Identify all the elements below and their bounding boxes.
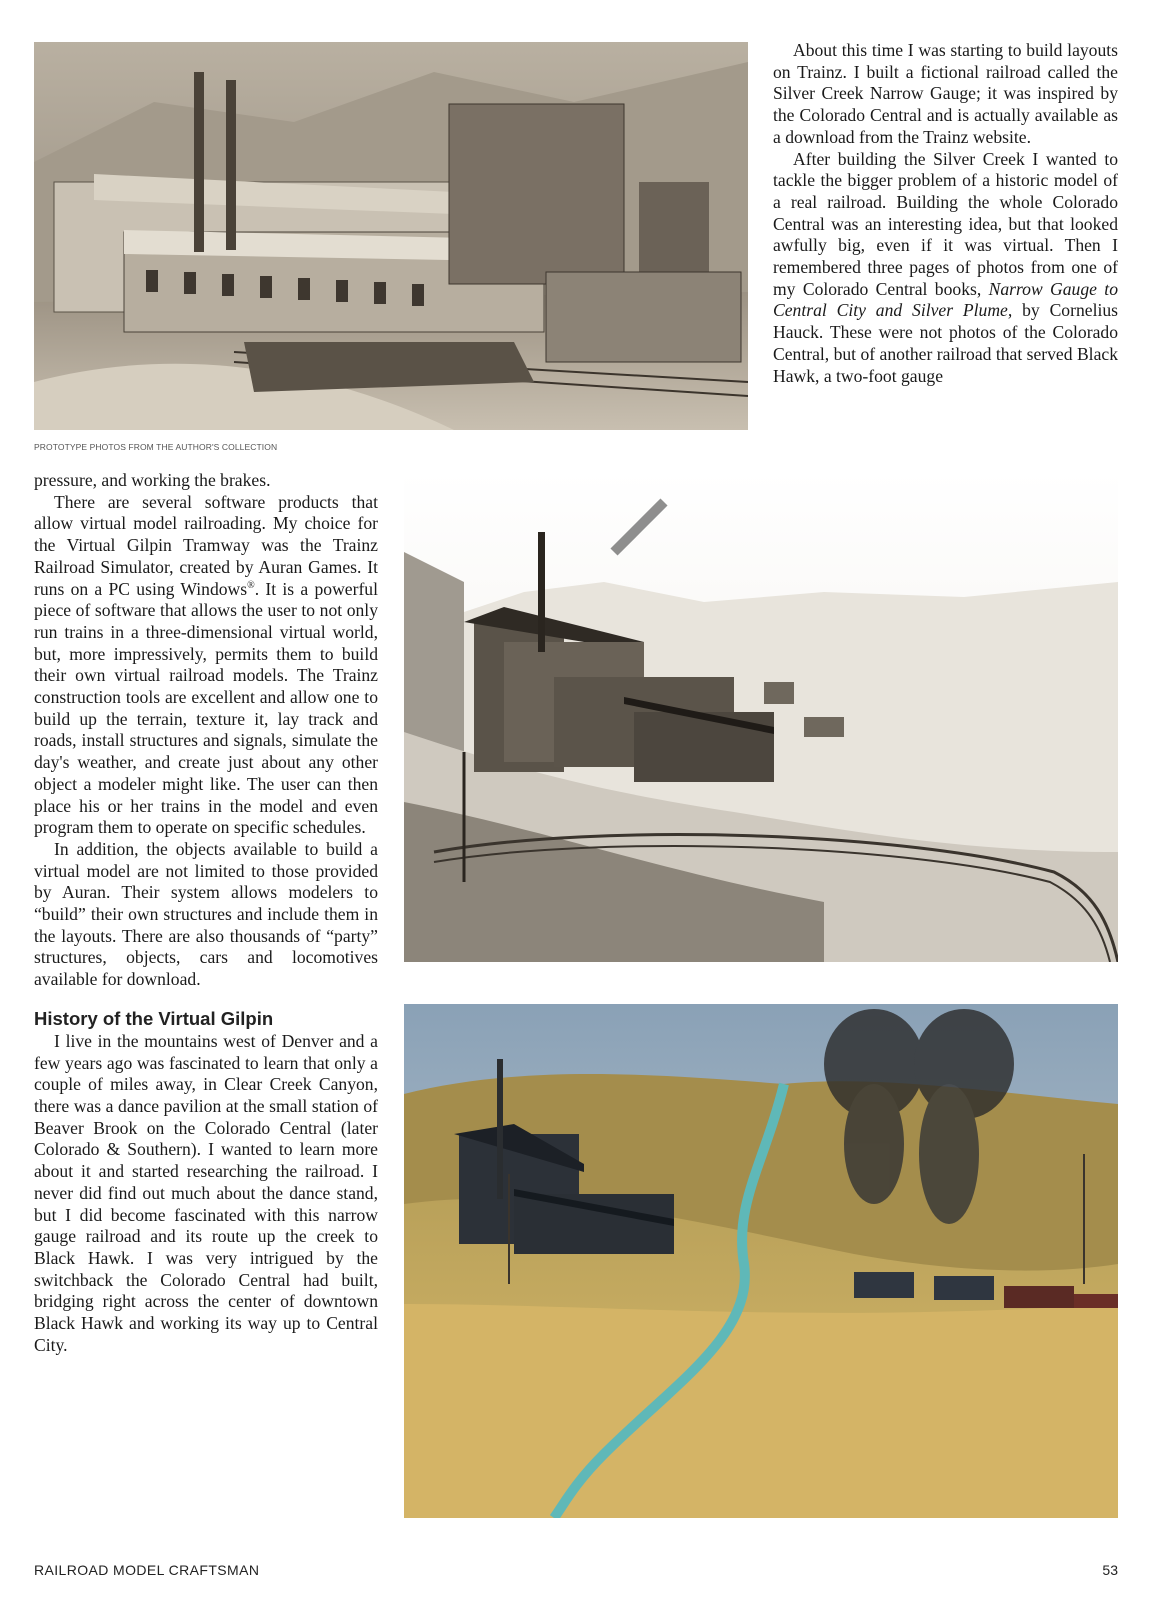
paragraph: In addition, the objects available to build a virtual model are not limited to those provided by Auran. Their system allows modelers to “build” their own structures and include them in the layouts. There are also thousands of “party” structures, objects, cars and locomotives available for download. <box>34 838 378 990</box>
text-run: There are several software products that allow virtual model railroading. My choice for the Virtual Gilpin Tramway was the Trainz Railroad Simulator, created by Auran Games. It runs on a PC using Windows <box>34 491 378 599</box>
paragraph <box>34 492 378 839</box>
photo-credit: PROTOTYPE PHOTOS FROM THE AUTHOR'S COLLECTION <box>34 442 278 452</box>
book-title: Narrow Gauge to Central City and Silver Plume, <box>773 278 1118 321</box>
paragraph: I live in the mountains west of Denver and a few years ago was fascinated to learn that only a couple of miles away, in Clear Creek Canyon, there was a dance pavilion at the small station of Beaver Brook on the Colorado Central (later Colorado & Southern). I wanted to learn more about it and started researching the railroad. I never did find out much about the dance stand, but I did become fascinated with this narrow gauge railroad and its route up the creek to Black Hawk. I was very intrigued by the switchback the Colorado Central had built, bridging right across the center of downtown Black Hawk and working its way up to Central City. <box>34 1030 378 1355</box>
text-run: . It is a powerful piece of software that allows the user to not only run trains in a three-dimensional virtual world, but, more impressively, permits them to build their own virtual railroad models. The Trainz construction tools are excellent and allow one to build up the terrain, texture it, lay track and roads, install structures and signals, simulate the day's weather, and create just about any other object a modeler might like. The user can then place his or her trains in the model and even program them to operate on specific schedules. <box>34 578 378 838</box>
page-number: 53 <box>1102 1562 1118 1578</box>
photo-snowy-mill <box>404 472 1118 962</box>
magazine-name: RAILROAD MODEL CRAFTSMAN <box>34 1562 260 1578</box>
left-column-text <box>34 470 378 1356</box>
section-heading: History of the Virtual Gilpin <box>34 1007 274 1029</box>
right-column-text <box>773 40 1118 387</box>
text-run: After building the Silver Creek I wanted to tackle the bigger problem of a historic model of a real railroad. Building the whole Colorado Central was an interesting idea, but that looked awfully big, even if it was virtual. Then I remembered three pages of photos from one of my Colorado Central books, <box>773 148 1118 299</box>
paragraph: pressure, and working the brakes. <box>34 470 271 490</box>
paragraph <box>773 149 1118 388</box>
paragraph: About this time I was starting to build layouts on Trainz. I built a fictional railroad called the Silver Creek Narrow Gauge; it was inspired by the Colorado Central and is actually available as a download from the Trainz website. <box>773 40 1118 147</box>
text-run: by Cornelius Hauck. These were not photos of the Colorado Central, but of another railroad that served Black Hawk, a two-foot gauge <box>773 300 1118 386</box>
photo-historic-mill <box>34 42 748 430</box>
render-virtual-gilpin <box>404 1004 1118 1518</box>
registered-mark: ® <box>247 579 255 591</box>
